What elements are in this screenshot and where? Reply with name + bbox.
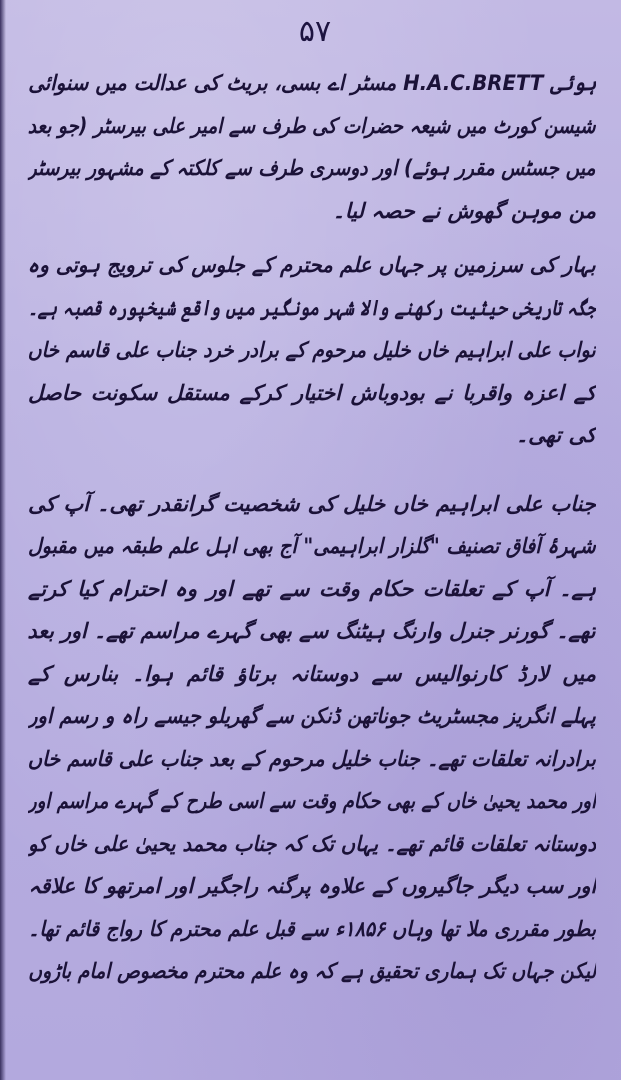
text-line: میں لارڈ کارنوالیس سے دوستانہ برتاؤ قائم ہوا۔ بنارس کے [28, 661, 596, 686]
paragraph [28, 244, 596, 457]
text-line: پہلے انگریز مجسٹریٹ جوناتھن ڈنکن سے گھریلو جیسے راہ و رسم اور [28, 704, 596, 728]
text-line: تھے۔ گورنر جنرل وارنگ ہیٹنگ سے بھی گہرے مراسم تھے۔ اور بعد [27, 619, 596, 643]
paragraph [28, 62, 596, 232]
text-line: کے اعزہ واقربا نے بودوباش اختیار کرکے مستقل سکونت حاصل [28, 380, 596, 405]
text-line: ہے۔ آپ کے تعلقات حکام وقت سے تھے اور وہ احترام کیا کرتے [28, 576, 596, 601]
text-line: برادرانہ تعلقات تھے۔ جناب خلیل مرحوم کے بعد جناب علی قاسم خاں [27, 746, 596, 771]
text-line: اور محمد یحییٰ خاں کے بھی حکام وقت سے اسی طرح کے گہرے مراسم اور [27, 789, 596, 813]
page-number: ۵۷ [298, 14, 332, 49]
text-line: ہوئی H.A.C.BRETT مسٹر اے بسی، بریٹ کی عدالت میں سنوائی [27, 71, 596, 95]
text-body [28, 62, 596, 993]
text-line: میں جسٹس مقرر ہوئے) اور دوسری طرف سے کلکتہ کے مشہور بیرسٹر [28, 156, 596, 180]
text-line: دوستانہ تعلقات قائم تھے۔ یہاں تک کہ جناب محمد یحییٰ علی خاں کو [28, 831, 596, 856]
text-line: شیسن کورٹ میں شیعہ حضرات کی طرف سے امیر علی بیرسٹر (جو بعد [28, 113, 596, 138]
text-line: لیکن جہاں تک ہماری تحقیق ہے کہ وہ علم محترم مخصوص امام باڑوں [27, 959, 596, 983]
text-line: نواب علی ابراہیم خاں خلیل مرحوم کے برادر خرد جناب علی قاسم خاں [28, 338, 596, 362]
paragraph-gap [28, 457, 596, 483]
text-line: بطور مقرری ملا تھا وہاں ۱۸۵۶ء سے قبل علم محترم کا رواج قائم تھا۔ [28, 916, 596, 941]
text-line: اور سب دیگر جاگیروں کے علاوہ پرگنہ راجگیر اور امرتھو کا علاقہ [28, 874, 596, 898]
text-line: کی تھی۔ [515, 423, 596, 447]
text-line: بہار کی سرزمین پر جہاں علم محترم کے جلوس کی ترویج ہوتی وہ [27, 253, 596, 277]
text-line: من موہن گھوش نے حصہ لیا۔ [332, 198, 596, 223]
text-line: جناب علی ابراہیم خاں خلیل کی شخصیت گرانقدر تھی۔ آپ کی [28, 491, 596, 516]
paragraph-gap [28, 232, 596, 244]
paragraph [28, 483, 596, 993]
page-edge-shadow [0, 0, 6, 1080]
text-line: جگہ تاریخی حیثیت رکھنے والا شہر مونگیر میں واقع شیخپورہ قصبہ ہے۔ [27, 295, 596, 320]
text-line: شہرۂ آفاق تصنیف "گلزار ابراہیمی" آج بھی اہل علم طبقہ میں مقبول [28, 534, 596, 558]
